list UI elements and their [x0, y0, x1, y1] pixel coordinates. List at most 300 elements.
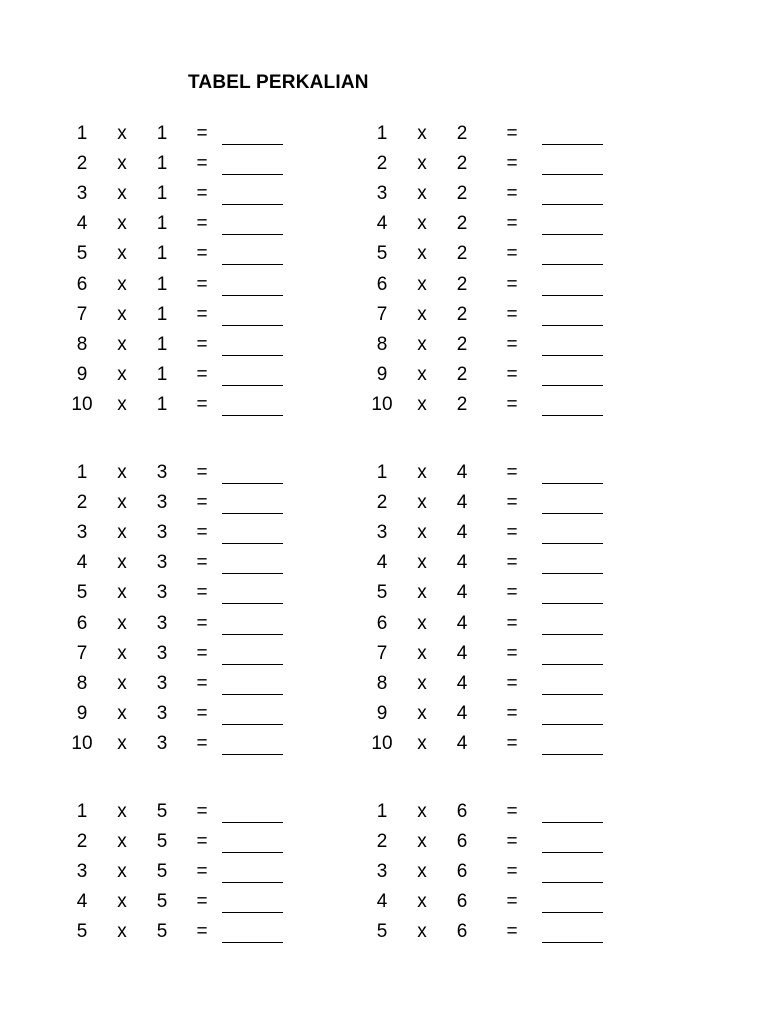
equation-row [362, 857, 662, 887]
multiplicand: 8 [76, 672, 88, 694]
answer-blank[interactable] [542, 882, 603, 883]
equals-sign: = [196, 861, 208, 883]
equals-sign: = [196, 492, 208, 514]
answer-blank[interactable] [222, 204, 283, 205]
multiplicand: 9 [376, 363, 388, 385]
equation-row [362, 797, 662, 827]
equals-sign: = [196, 642, 208, 664]
equals-sign: = [196, 921, 208, 943]
equals-sign: = [506, 123, 518, 144]
answer-blank[interactable] [222, 144, 283, 145]
equation-row [62, 360, 362, 390]
equals-sign: = [196, 363, 208, 385]
equation-row [362, 119, 662, 149]
times-sign: x [117, 183, 127, 205]
equation-row [362, 488, 662, 518]
answer-blank[interactable] [222, 415, 283, 416]
multiplier: 1 [156, 153, 168, 175]
answer-blank[interactable] [542, 264, 603, 265]
equals-sign: = [196, 273, 208, 295]
multiplier: 2 [456, 393, 468, 415]
times-sign: x [417, 243, 427, 265]
equals-sign: = [196, 732, 208, 754]
times-sign: x [117, 642, 127, 664]
multiplier: 3 [156, 492, 168, 514]
multiplicand: 3 [376, 522, 388, 544]
equation-row [62, 270, 362, 300]
equation-row [362, 209, 662, 239]
multiplier: 5 [156, 891, 168, 913]
answer-blank[interactable] [542, 234, 603, 235]
answer-blank[interactable] [222, 822, 283, 823]
times-sign: x [117, 522, 127, 544]
equals-sign: = [506, 672, 518, 694]
multiplicand: 5 [76, 243, 88, 265]
times-sign: x [417, 273, 427, 295]
equation-row [362, 699, 662, 729]
multiplier: 4 [456, 522, 468, 544]
multiplier: 3 [156, 672, 168, 694]
answer-blank[interactable] [542, 204, 603, 205]
multiplicand: 1 [376, 123, 388, 144]
answer-blank[interactable] [222, 942, 283, 943]
equals-sign: = [506, 492, 518, 514]
answer-blank[interactable] [542, 543, 603, 544]
equals-sign: = [196, 582, 208, 604]
times-sign: x [117, 891, 127, 913]
equation-row [62, 330, 362, 360]
equals-sign: = [196, 153, 208, 175]
answer-blank[interactable] [542, 174, 603, 175]
equation-row [362, 669, 662, 699]
times-sign: x [417, 612, 427, 634]
multiplier: 5 [156, 861, 168, 883]
equation-row [62, 827, 362, 857]
times-sign: x [117, 123, 127, 144]
answer-blank[interactable] [542, 295, 603, 296]
answer-blank[interactable] [222, 234, 283, 235]
multiplier: 2 [456, 303, 468, 325]
equals-sign: = [196, 522, 208, 544]
answer-blank[interactable] [542, 415, 603, 416]
equation-row [62, 887, 362, 917]
equals-sign: = [196, 123, 208, 144]
multiplicand: 1 [376, 801, 388, 822]
answer-blank[interactable] [222, 513, 283, 514]
equals-sign: = [506, 552, 518, 574]
answer-blank[interactable] [542, 144, 603, 145]
answer-blank[interactable] [542, 912, 603, 913]
equation-row [362, 300, 662, 330]
times-sign: x [417, 492, 427, 514]
equals-sign: = [506, 243, 518, 265]
times-sign: x [117, 333, 127, 355]
times-sign: x [117, 801, 127, 822]
multiplicand: 8 [76, 333, 88, 355]
multiplier: 4 [456, 582, 468, 604]
multiplier: 5 [156, 831, 168, 853]
equation-row [62, 300, 362, 330]
answer-blank[interactable] [222, 295, 283, 296]
multiplier: 3 [156, 522, 168, 544]
multiplicand: 6 [376, 273, 388, 295]
times-sign: x [417, 303, 427, 325]
times-sign: x [117, 273, 127, 295]
times-sign: x [417, 183, 427, 205]
equation-row [362, 458, 662, 488]
equation-row [362, 390, 662, 420]
times-sign: x [117, 303, 127, 325]
equation-row [362, 330, 662, 360]
answer-blank[interactable] [542, 573, 603, 574]
equals-sign: = [506, 213, 518, 235]
equals-sign: = [506, 702, 518, 724]
equation-row [62, 578, 362, 608]
times-sign: x [117, 612, 127, 634]
multiplier: 4 [456, 552, 468, 574]
equation-row [62, 119, 362, 149]
equation-row [362, 639, 662, 669]
equals-sign: = [506, 861, 518, 883]
answer-blank[interactable] [542, 483, 603, 484]
answer-blank[interactable] [222, 573, 283, 574]
multiplier: 1 [156, 333, 168, 355]
multiplicand: 5 [376, 243, 388, 265]
multiplicand: 3 [376, 183, 388, 205]
multiplier: 1 [156, 123, 168, 144]
answer-blank[interactable] [222, 543, 283, 544]
multiplicand: 6 [76, 612, 88, 634]
multiplicand: 6 [376, 612, 388, 634]
equals-sign: = [506, 363, 518, 385]
equals-sign: = [196, 333, 208, 355]
answer-blank[interactable] [222, 325, 283, 326]
answer-blank[interactable] [222, 694, 283, 695]
multiplier: 1 [156, 243, 168, 265]
multiplicand: 6 [76, 273, 88, 295]
equation-row [62, 797, 362, 827]
multiplier: 2 [456, 153, 468, 175]
equals-sign: = [506, 921, 518, 943]
multiplicand: 2 [376, 153, 388, 175]
equals-sign: = [196, 831, 208, 853]
times-sign: x [117, 831, 127, 853]
answer-blank[interactable] [222, 882, 283, 883]
equals-sign: = [506, 393, 518, 415]
equals-sign: = [506, 522, 518, 544]
multiplicand: 4 [376, 891, 388, 913]
equation-row [62, 209, 362, 239]
equation-row [362, 578, 662, 608]
answer-blank[interactable] [542, 513, 603, 514]
times-sign: x [417, 732, 427, 754]
equals-sign: = [506, 612, 518, 634]
times-sign: x [417, 552, 427, 574]
equation-row [62, 149, 362, 179]
multiplier: 3 [156, 732, 168, 754]
answer-blank[interactable] [542, 634, 603, 635]
answer-blank[interactable] [222, 483, 283, 484]
equals-sign: = [506, 153, 518, 175]
answer-blank[interactable] [222, 264, 283, 265]
answer-blank[interactable] [542, 603, 603, 604]
multiplicand: 5 [376, 582, 388, 604]
times-sign: x [417, 831, 427, 853]
times-sign: x [417, 333, 427, 355]
equation-row [362, 917, 662, 947]
multiplier: 6 [456, 861, 468, 883]
multiplicand: 10 [371, 393, 393, 415]
multiplicand: 2 [76, 831, 88, 853]
times-sign: x [117, 363, 127, 385]
multiplicand: 9 [76, 702, 88, 724]
multiplier: 5 [156, 921, 168, 943]
multiplier: 4 [456, 702, 468, 724]
answer-blank[interactable] [542, 664, 603, 665]
multiplicand: 8 [376, 672, 388, 694]
multiplicand: 10 [71, 393, 93, 415]
multiplier: 4 [456, 492, 468, 514]
answer-blank[interactable] [542, 355, 603, 356]
multiplier: 3 [156, 582, 168, 604]
equation-row [62, 458, 362, 488]
equals-sign: = [506, 273, 518, 295]
times-sign: x [417, 123, 427, 144]
multiplier: 2 [456, 243, 468, 265]
times-sign: x [117, 552, 127, 574]
multiplier: 2 [456, 123, 468, 144]
page-title: TABEL PERKALIAN [188, 72, 369, 93]
answer-blank[interactable] [222, 852, 283, 853]
equals-sign: = [506, 891, 518, 913]
equation-row [62, 699, 362, 729]
multiplicand: 2 [376, 492, 388, 514]
equation-row [362, 149, 662, 179]
answer-blank[interactable] [222, 603, 283, 604]
multiplicand: 7 [76, 642, 88, 664]
equation-row [62, 639, 362, 669]
answer-blank[interactable] [542, 942, 603, 943]
answer-blank[interactable] [222, 355, 283, 356]
equation-row [62, 239, 362, 269]
equals-sign: = [196, 213, 208, 235]
equation-row [62, 609, 362, 639]
answer-blank[interactable] [542, 694, 603, 695]
multiplicand: 2 [76, 153, 88, 175]
equation-row [62, 669, 362, 699]
equation-row [62, 488, 362, 518]
multiplier: 4 [456, 732, 468, 754]
times-sign: x [117, 582, 127, 604]
equals-sign: = [196, 303, 208, 325]
multiplier: 2 [456, 333, 468, 355]
multiplier: 4 [456, 612, 468, 634]
times-sign: x [417, 462, 427, 483]
multiplier: 3 [156, 552, 168, 574]
multiplier: 6 [456, 891, 468, 913]
equals-sign: = [506, 582, 518, 604]
times-sign: x [417, 363, 427, 385]
multiplier: 2 [456, 363, 468, 385]
multiplier: 3 [156, 642, 168, 664]
multiplier: 2 [456, 183, 468, 205]
answer-blank[interactable] [222, 664, 283, 665]
equation-row [62, 390, 362, 420]
times-sign: x [417, 393, 427, 415]
equals-sign: = [196, 552, 208, 574]
answer-blank[interactable] [222, 912, 283, 913]
multiplier: 3 [156, 612, 168, 634]
equation-row [62, 857, 362, 887]
equation-row [62, 548, 362, 578]
equals-sign: = [506, 732, 518, 754]
equals-sign: = [196, 393, 208, 415]
times-sign: x [117, 732, 127, 754]
times-sign: x [117, 393, 127, 415]
answer-blank[interactable] [542, 822, 603, 823]
answer-blank[interactable] [542, 325, 603, 326]
multiplicand: 10 [71, 732, 93, 754]
times-sign: x [117, 462, 127, 483]
multiplier: 3 [156, 462, 168, 483]
multiplicand: 5 [376, 921, 388, 943]
multiplier: 6 [456, 831, 468, 853]
multiplier: 1 [156, 363, 168, 385]
equation-row [62, 917, 362, 947]
equation-row [362, 360, 662, 390]
answer-blank[interactable] [542, 852, 603, 853]
equals-sign: = [506, 333, 518, 355]
equals-sign: = [196, 612, 208, 634]
equation-row [362, 548, 662, 578]
equals-sign: = [196, 462, 208, 483]
answer-blank[interactable] [222, 174, 283, 175]
multiplier: 2 [456, 273, 468, 295]
equals-sign: = [196, 183, 208, 205]
equals-sign: = [506, 801, 518, 822]
multiplier: 2 [456, 213, 468, 235]
multiplicand: 4 [76, 891, 88, 913]
times-sign: x [117, 921, 127, 943]
times-sign: x [417, 642, 427, 664]
equation-row [62, 179, 362, 209]
multiplicand: 7 [76, 303, 88, 325]
multiplicand: 10 [371, 732, 393, 754]
multiplicand: 5 [76, 921, 88, 943]
equals-sign: = [196, 702, 208, 724]
times-sign: x [117, 492, 127, 514]
equals-sign: = [506, 303, 518, 325]
equation-row [62, 729, 362, 759]
times-sign: x [417, 522, 427, 544]
multiplier: 6 [456, 801, 468, 822]
multiplier: 1 [156, 393, 168, 415]
times-sign: x [117, 672, 127, 694]
answer-blank[interactable] [542, 385, 603, 386]
answer-blank[interactable] [222, 724, 283, 725]
multiplicand: 5 [76, 582, 88, 604]
multiplier: 1 [156, 183, 168, 205]
equals-sign: = [506, 642, 518, 664]
multiplier: 4 [456, 462, 468, 483]
times-sign: x [417, 582, 427, 604]
times-sign: x [417, 702, 427, 724]
multiplicand: 3 [376, 861, 388, 883]
multiplier: 1 [156, 303, 168, 325]
answer-blank[interactable] [222, 634, 283, 635]
equation-row [362, 239, 662, 269]
answer-blank[interactable] [222, 754, 283, 755]
multiplicand: 1 [76, 123, 88, 144]
equals-sign: = [196, 243, 208, 265]
multiplicand: 4 [76, 552, 88, 574]
multiplicand: 3 [76, 183, 88, 205]
equation-row [362, 609, 662, 639]
multiplicand: 1 [376, 462, 388, 483]
answer-blank[interactable] [222, 385, 283, 386]
multiplier: 1 [156, 213, 168, 235]
answer-blank[interactable] [542, 754, 603, 755]
times-sign: x [417, 213, 427, 235]
equals-sign: = [506, 183, 518, 205]
times-sign: x [417, 891, 427, 913]
times-sign: x [417, 801, 427, 822]
times-sign: x [117, 861, 127, 883]
multiplicand: 7 [376, 642, 388, 664]
multiplicand: 1 [76, 801, 88, 822]
equals-sign: = [506, 831, 518, 853]
multiplicand: 3 [76, 861, 88, 883]
equation-row [362, 729, 662, 759]
multiplicand: 9 [376, 702, 388, 724]
equals-sign: = [196, 891, 208, 913]
times-sign: x [417, 861, 427, 883]
multiplier: 6 [456, 921, 468, 943]
multiplier: 1 [156, 273, 168, 295]
equals-sign: = [196, 672, 208, 694]
equals-sign: = [506, 462, 518, 483]
multiplicand: 1 [76, 462, 88, 483]
times-sign: x [417, 921, 427, 943]
multiplier: 4 [456, 672, 468, 694]
equation-row [362, 827, 662, 857]
times-sign: x [417, 672, 427, 694]
times-sign: x [117, 243, 127, 265]
multiplicand: 9 [76, 363, 88, 385]
multiplicand: 2 [376, 831, 388, 853]
equation-row [362, 887, 662, 917]
times-sign: x [417, 153, 427, 175]
equation-row [62, 518, 362, 548]
equals-sign: = [196, 801, 208, 822]
times-sign: x [117, 702, 127, 724]
equation-row [362, 270, 662, 300]
multiplicand: 4 [76, 213, 88, 235]
answer-blank[interactable] [542, 724, 603, 725]
times-sign: x [117, 213, 127, 235]
multiplier: 4 [456, 642, 468, 664]
times-sign: x [117, 153, 127, 175]
multiplicand: 2 [76, 492, 88, 514]
multiplicand: 7 [376, 303, 388, 325]
multiplicand: 4 [376, 552, 388, 574]
equation-row [362, 518, 662, 548]
multiplicand: 8 [376, 333, 388, 355]
multiplicand: 3 [76, 522, 88, 544]
equation-row [362, 179, 662, 209]
multiplier: 3 [156, 702, 168, 724]
multiplicand: 4 [376, 213, 388, 235]
